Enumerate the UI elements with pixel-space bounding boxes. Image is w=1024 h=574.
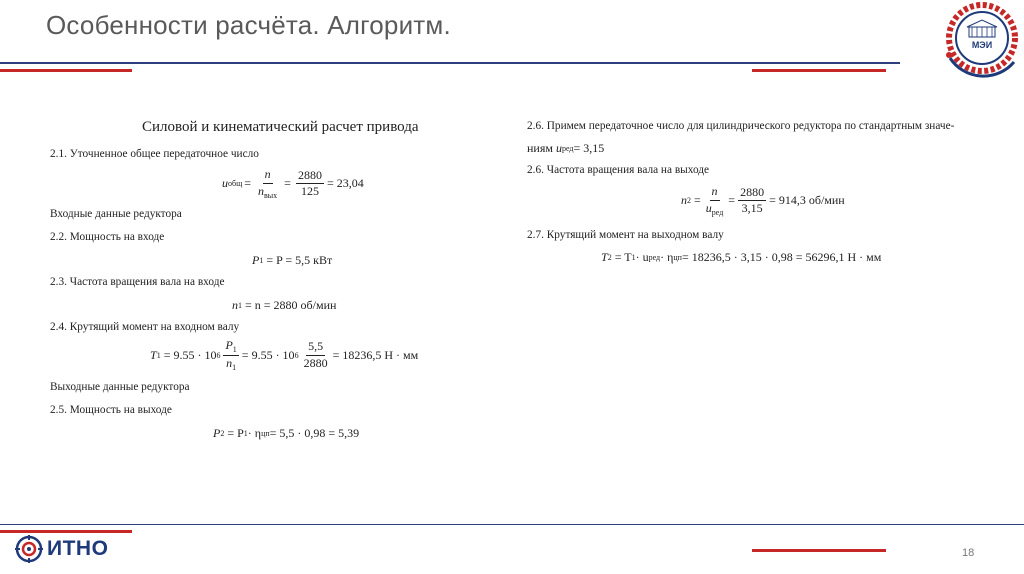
frac-num-value: 2880 bbox=[296, 169, 324, 185]
mpei-logo bbox=[936, 0, 1024, 80]
logo-text: МЭИ bbox=[971, 40, 993, 50]
section-2-1: 2.1. Уточненное общее передаточное число bbox=[50, 148, 259, 160]
equals-sign: = bbox=[284, 176, 291, 191]
footer-accent-left bbox=[0, 530, 132, 533]
formula-2-7-mid: = T bbox=[614, 250, 632, 264]
formula-2-4: T 1 = 9.55 · 10 6 $\frac{P_1}{n_1}$ = 9.55 · 10 6 $\frac{5,5}{2880}$ = 18236,5 Н · мм bbox=[150, 338, 419, 373]
slide-title: Особенности расчёта. Алгоритм. bbox=[46, 10, 451, 40]
formula-2-5-tail: · η bbox=[247, 426, 262, 440]
frac-den-u: u bbox=[705, 200, 712, 215]
formula-2-2-text: = P = 5,5 кВт bbox=[266, 253, 333, 267]
section-2-3: 2.3. Частота вращения вала на входе bbox=[50, 276, 225, 288]
equals-sign: = bbox=[244, 176, 252, 191]
formula-2-2: P 1 = P = 5,5 кВт bbox=[252, 253, 333, 267]
footer-rule bbox=[0, 524, 1024, 525]
formula-result: = 23,04 bbox=[326, 176, 364, 191]
frac-den-2880: 2880 bbox=[303, 356, 328, 371]
formula-2-6b-result: = 914,3 об/мин bbox=[769, 193, 845, 208]
footer-logo bbox=[14, 534, 108, 564]
input-data-header: Входные данные редуктора bbox=[50, 208, 182, 220]
frac-den-value: 125 bbox=[300, 184, 319, 199]
formula-2-5: P 2 = P 1 · η цп = 5,5 · 0,98 = 5,39 bbox=[213, 426, 360, 440]
frac-num-2880: 2880 bbox=[738, 186, 766, 202]
exponent-1: 6 bbox=[216, 351, 221, 361]
section-2-6b: 2.6. Частота вращения вала на выходе bbox=[527, 164, 710, 176]
subscript-tsp: цп bbox=[261, 429, 270, 438]
document-title: Силовой и кинематический расчет привода bbox=[142, 119, 419, 135]
fraction-values bbox=[296, 169, 324, 200]
header-rule bbox=[0, 62, 900, 64]
subscript-obsh: общ bbox=[228, 179, 243, 189]
footer-accent-right bbox=[752, 549, 886, 552]
formula-2-7: T 2 = T 1 · u ред · η цп = 18236,5 · 3,15 · 0,98 = 56296,1 Н · мм bbox=[601, 250, 882, 264]
formula-2-5-mid: = P bbox=[227, 426, 244, 440]
formula-2-7-a: · u bbox=[635, 250, 649, 264]
frac-den-sub-red: ред bbox=[711, 207, 724, 217]
frac-p: P bbox=[225, 338, 233, 352]
subscript-red: ред bbox=[648, 253, 661, 262]
section-2-2: 2.2. Мощность на входе bbox=[50, 231, 165, 243]
fraction-values-2-6b bbox=[738, 186, 766, 217]
frac-den-315: 3,15 bbox=[741, 201, 763, 216]
formula-2-7-result: = 18236,5 · 3,15 · 0,98 = 56296,1 Н · мм bbox=[681, 250, 882, 264]
frac-n: n bbox=[226, 356, 233, 371]
symbol-u: u bbox=[222, 176, 228, 191]
frac-num-55: 5,5 bbox=[306, 340, 325, 356]
formula-2-5-result: = 5,5 · 0,98 = 5,39 bbox=[269, 426, 360, 440]
section-2-4: 2.4. Крутящий момент на входном валу bbox=[50, 321, 240, 333]
frac-den: n bbox=[258, 183, 265, 198]
frac-num-n: n bbox=[711, 184, 718, 198]
section-2-6a-value: = 3,15 bbox=[573, 141, 605, 155]
frac-den-sub: вых bbox=[264, 190, 278, 200]
fraction-p1-n1: $\frac{P_1}{n_1}$ bbox=[225, 338, 237, 373]
formula-2-3-text: = n = 2880 об/мин bbox=[245, 298, 337, 312]
exponent-2: 6 bbox=[294, 351, 299, 361]
formula-2-4-part1: = 9.55 · 10 bbox=[163, 348, 217, 363]
fraction-n-nout bbox=[256, 168, 279, 200]
formula-2-7-b: · η bbox=[660, 250, 674, 264]
section-2-6a-line1: 2.6. Примем передаточное число для цилиндрического редуктора по стандартным значе- bbox=[527, 120, 955, 132]
footer-brand: ИТНО bbox=[47, 537, 109, 560]
frac-num: n bbox=[264, 167, 271, 181]
section-2-5: 2.5. Мощность на выходе bbox=[50, 404, 172, 416]
itno-emblem-icon bbox=[14, 534, 44, 564]
subscript-tsp-2: цп bbox=[673, 253, 682, 262]
header-accent-left bbox=[0, 69, 132, 72]
formula-2-3: n 1 = n = 2880 об/мин bbox=[232, 298, 337, 312]
formula-2-4-part2: = 9.55 · 10 bbox=[241, 348, 295, 363]
header-accent-right bbox=[752, 69, 886, 72]
fraction-n-ured bbox=[704, 185, 726, 217]
section-2-6a-prefix: ниям bbox=[527, 141, 553, 155]
section-2-6a-line2: ниям u ред = 3,15 bbox=[527, 141, 605, 155]
formula-2-6b: n 2 = $\frac{n}{u_{ред}}$ = $\frac{2880}{3,15}$ = 914,3 об/мин bbox=[681, 184, 845, 217]
output-data-header: Выходные данные редуктора bbox=[50, 381, 190, 393]
section-2-7: 2.7. Крутящий момент на выходном валу bbox=[527, 229, 724, 241]
formula-2-1 bbox=[222, 168, 364, 200]
formula-2-4-result: = 18236,5 Н · мм bbox=[332, 348, 419, 363]
fraction-values-2-4 bbox=[302, 340, 330, 371]
page-number: 18 bbox=[962, 547, 975, 559]
